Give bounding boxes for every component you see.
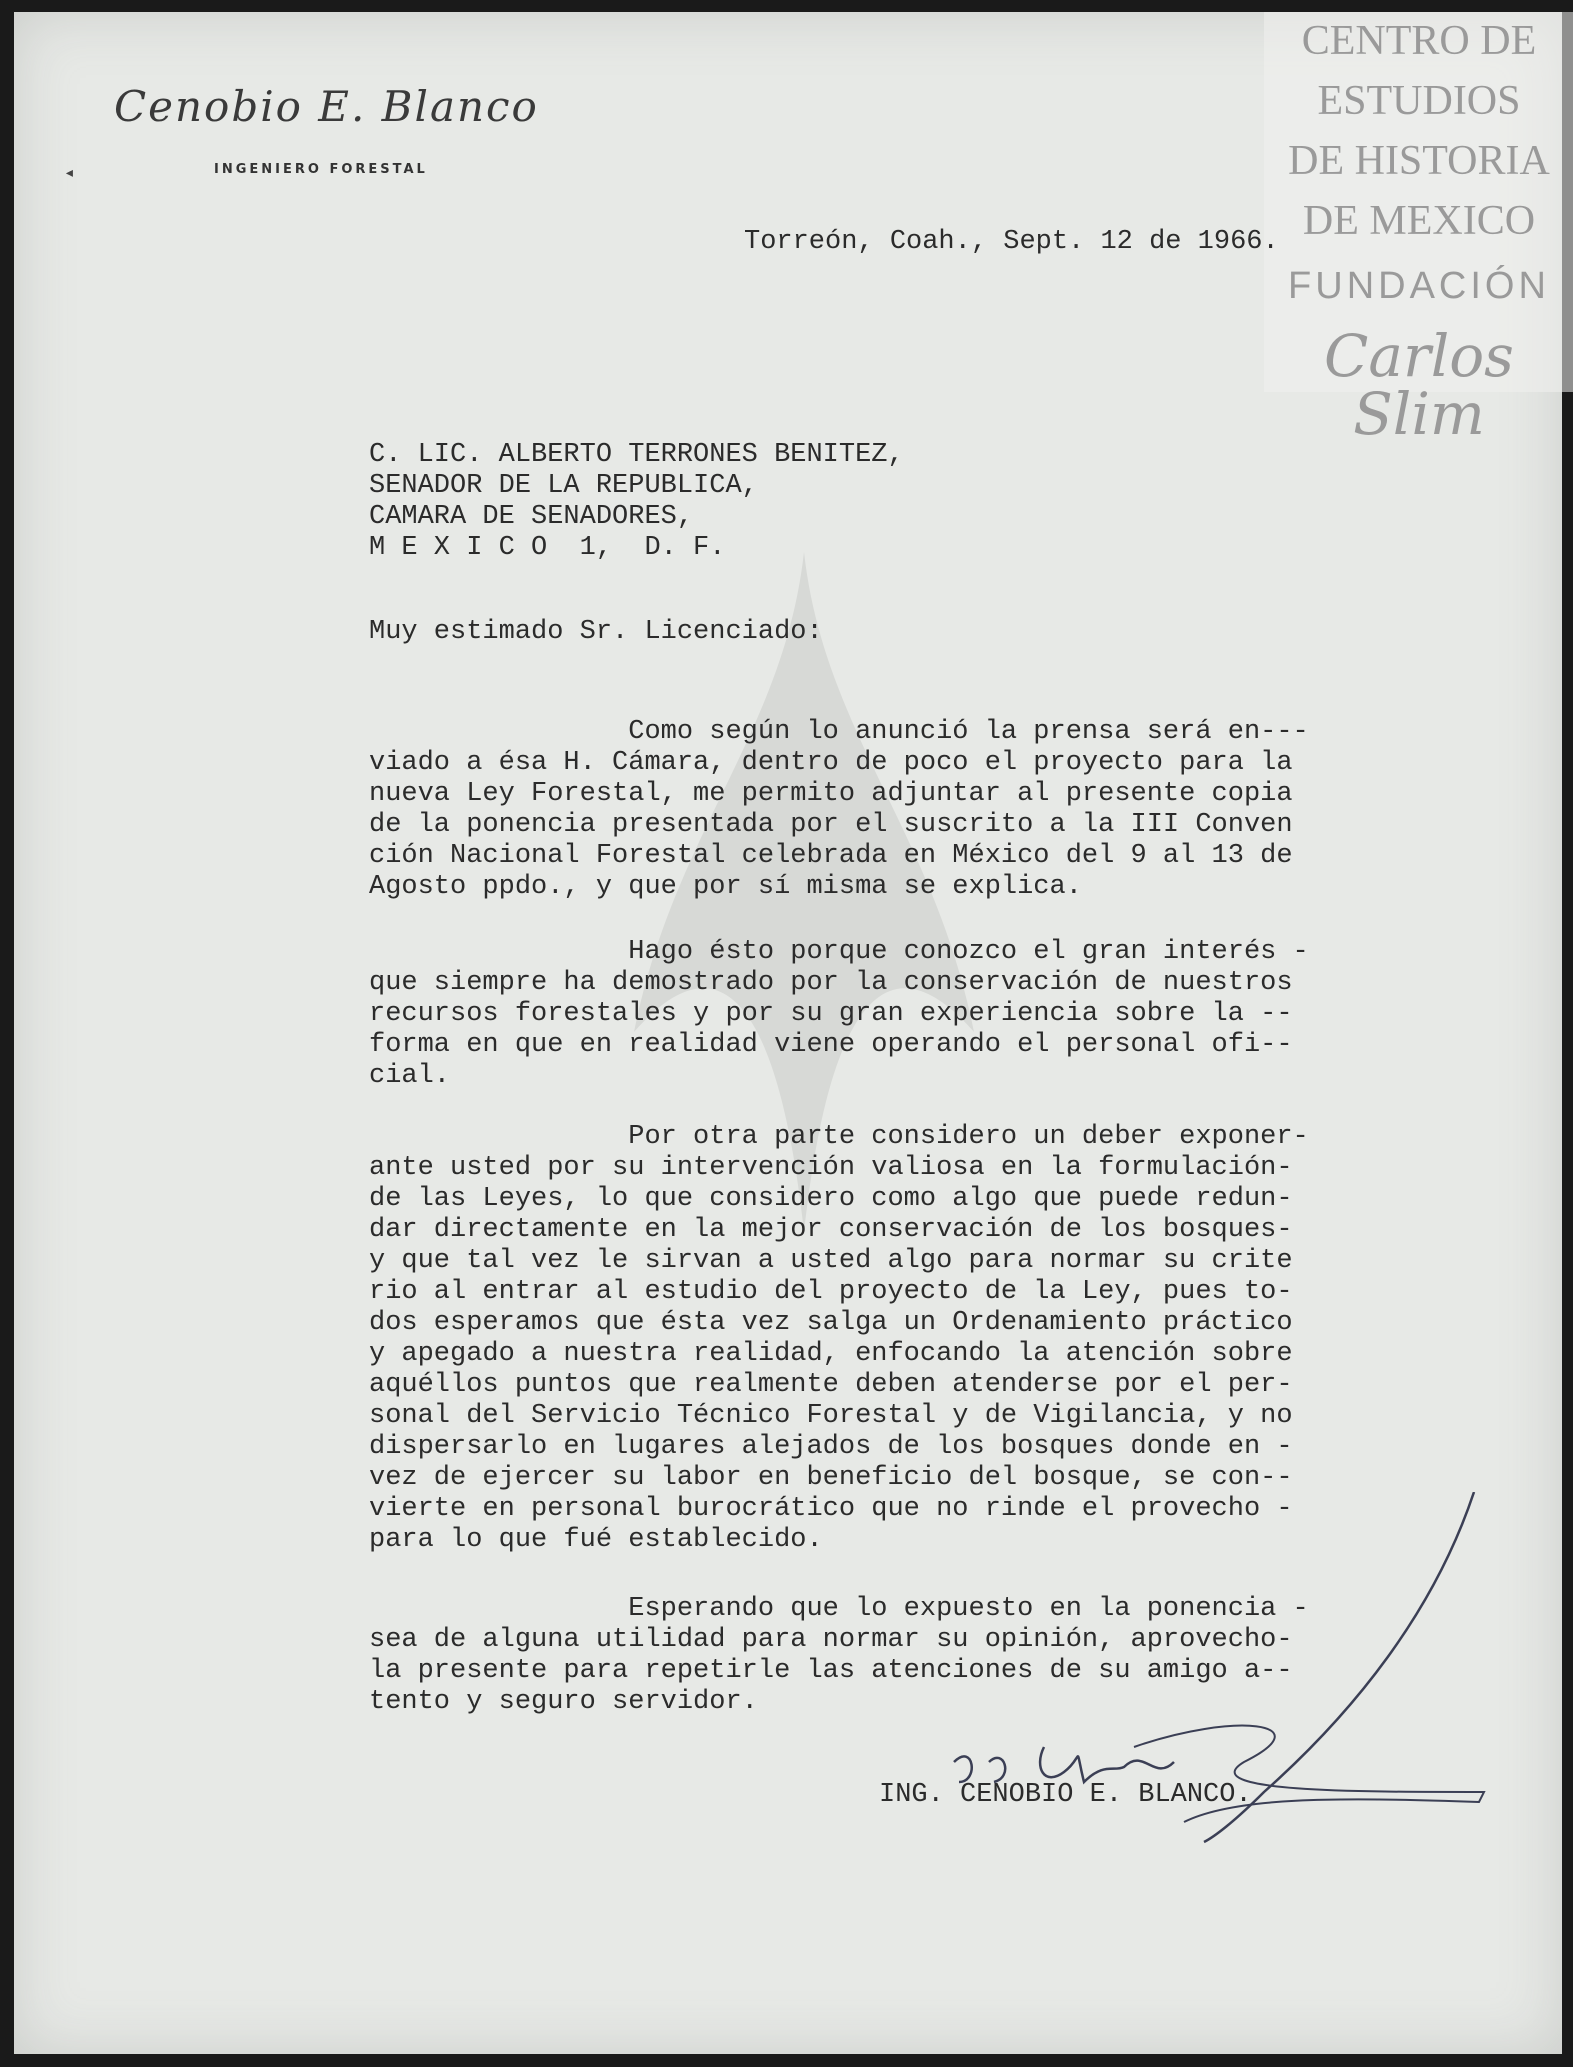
- body-paragraph: Por otra parte considero un deber exponer- ante usted por su intervención valiosa en la formulación- de las Leyes, lo que considero como algo que puede redun- dar directamente en la mejor conservación de los bosques- y que tal vez le sirvan a usted algo para normar su crite rio al entrar al estudio del proyecto de la Ley, pues to- dos esperamos que ésta vez salga un Ordenamiento práctico y apegado a nuestra realidad, enfocando la atención sobre aquéllos puntos que realmente deben atenderse por el per- sonal del Servicio Técnico Forestal y de Vigilancia, y no dispersarlo en lugares alejados de los bosques donde en - vez de ejercer su labor en beneficio del bosque, se con-- vierte en personal burocrático que no rinde el provecho - para lo que fué establecido.: [369, 1122, 1309, 1555]
- recipient-line: CAMARA DE SENADORES,: [369, 502, 694, 532]
- letterhead-name: Cenobio E. Blanco: [114, 82, 539, 131]
- letter-page: [14, 12, 1562, 2054]
- watermark-line: DE MEXICO: [1302, 198, 1536, 244]
- decorative-mark: ◂: [64, 164, 75, 184]
- archive-watermark-stamp: [1264, 12, 1573, 448]
- watermark-signature: Carlos Slim: [1324, 322, 1514, 448]
- watermark-line: CENTRO DE: [1301, 18, 1537, 64]
- body-paragraph: Esperando que lo expuesto en la ponencia - sea de alguna utilidad para normar su opinión, aprovecho- la presente para repetirle las atenciones de su amigo a-- tento y seguro servidor.: [369, 1594, 1309, 1717]
- recipient-line: SENADOR DE LA REPUBLICA,: [369, 471, 758, 501]
- watermark-line: ESTUDIOS: [1317, 78, 1521, 124]
- watermark-line: DE HISTORIA: [1288, 138, 1550, 184]
- letterhead-title: INGENIERO FORESTAL: [214, 162, 428, 177]
- body-paragraph: Como según lo anunció la prensa será en--- viado a ésa H. Cámara, dentro de poco el proyecto para la nueva Ley Forestal, me permito adjuntar al presente copia de la ponencia presentada por el suscrito a la III Conven ción Nacional Forestal celebrada en México del 9 al 13 de Agosto ppdo., y que por sí misma se explica.: [369, 717, 1309, 902]
- body-paragraph: Hago ésto porque conozco el gran interés - que siempre ha demostrado por la conservación de nuestros recursos forestales y por su gran experiencia sobre la -- forma en que en realidad viene operando el personal ofi-- cial.: [369, 937, 1309, 1091]
- recipient-line: M E X I C O 1, D. F.: [369, 533, 726, 563]
- watermark-line: FUNDACIÓN: [1288, 265, 1550, 307]
- signer-typed-name: ING. CENOBIO E. BLANCO.: [879, 1780, 1252, 1810]
- salutation: Muy estimado Sr. Licenciado:: [369, 617, 823, 647]
- recipient-line: C. LIC. ALBERTO TERRONES BENITEZ,: [369, 440, 904, 470]
- date-line: Torreón, Coah., Sept. 12 de 1966.: [744, 227, 1279, 257]
- recipient-block: [369, 440, 904, 564]
